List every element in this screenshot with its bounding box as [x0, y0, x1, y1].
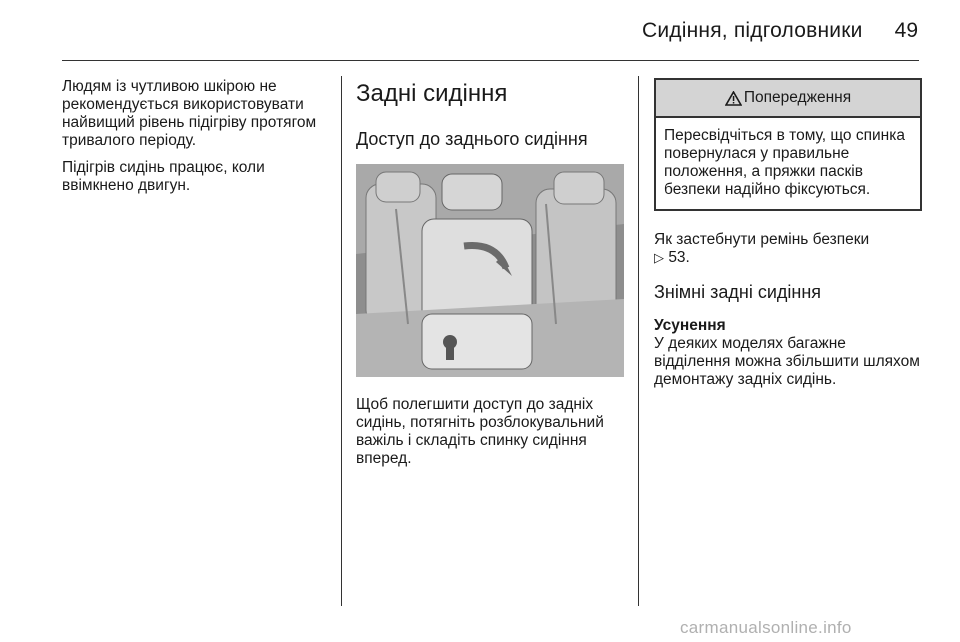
- warning-box: [654, 78, 922, 211]
- column-divider-1: [341, 76, 342, 606]
- column-3: [654, 78, 920, 398]
- subheading-rear-seat-access: Доступ до заднього сидіння: [356, 129, 588, 149]
- watermark: carmanualsonline.info: [680, 618, 852, 637]
- fasten-belt-text: Як застебнути ремінь безпеки: [654, 231, 870, 248]
- paragraph-fasten-belt: [654, 231, 920, 267]
- column-1: [62, 78, 332, 204]
- header-rule: [62, 60, 919, 61]
- page-number: 49: [894, 19, 918, 42]
- caption-seat-access: Щоб полегшити доступ до задніх сидінь, потягніть розблокувальний важіль і складіть спинку сидіння вперед.: [356, 396, 604, 467]
- warning-title: Попередження: [743, 89, 852, 106]
- subheading-removable-seats: Знімні задні сидіння: [654, 282, 822, 302]
- paragraph-sensitive-skin: Людям із чутливою шкірою не рекомендується використовувати найвищий рівень підігріву протягом тривалого періоду.: [62, 78, 317, 149]
- warning-triangle-icon: [725, 91, 742, 106]
- warning-header: [656, 80, 920, 118]
- rear-seat-photo: [356, 164, 624, 377]
- page-title: Сидіння, підголовники: [642, 19, 863, 42]
- reference-arrow-icon: ▷: [654, 250, 664, 265]
- section-heading-rear-seats: Задні сидіння: [356, 80, 508, 107]
- heading-removal: Усунення: [654, 317, 726, 334]
- fasten-belt-page-ref[interactable]: 53.: [668, 249, 690, 266]
- warning-text: Пересвідчіться в тому, що спинка повернулася у правильне положення, а пряжки пасків безпеки надійно фіксуються.: [664, 127, 905, 198]
- column-divider-2: [638, 76, 639, 606]
- paragraph-heating-engine: Підігрів сидінь працює, коли ввімкнено двигун.: [62, 159, 265, 194]
- paragraph-removal: У деяких моделях багажне відділення можна збільшити шляхом демонтажу задніх сидінь.: [654, 335, 920, 388]
- column-2: [356, 78, 624, 477]
